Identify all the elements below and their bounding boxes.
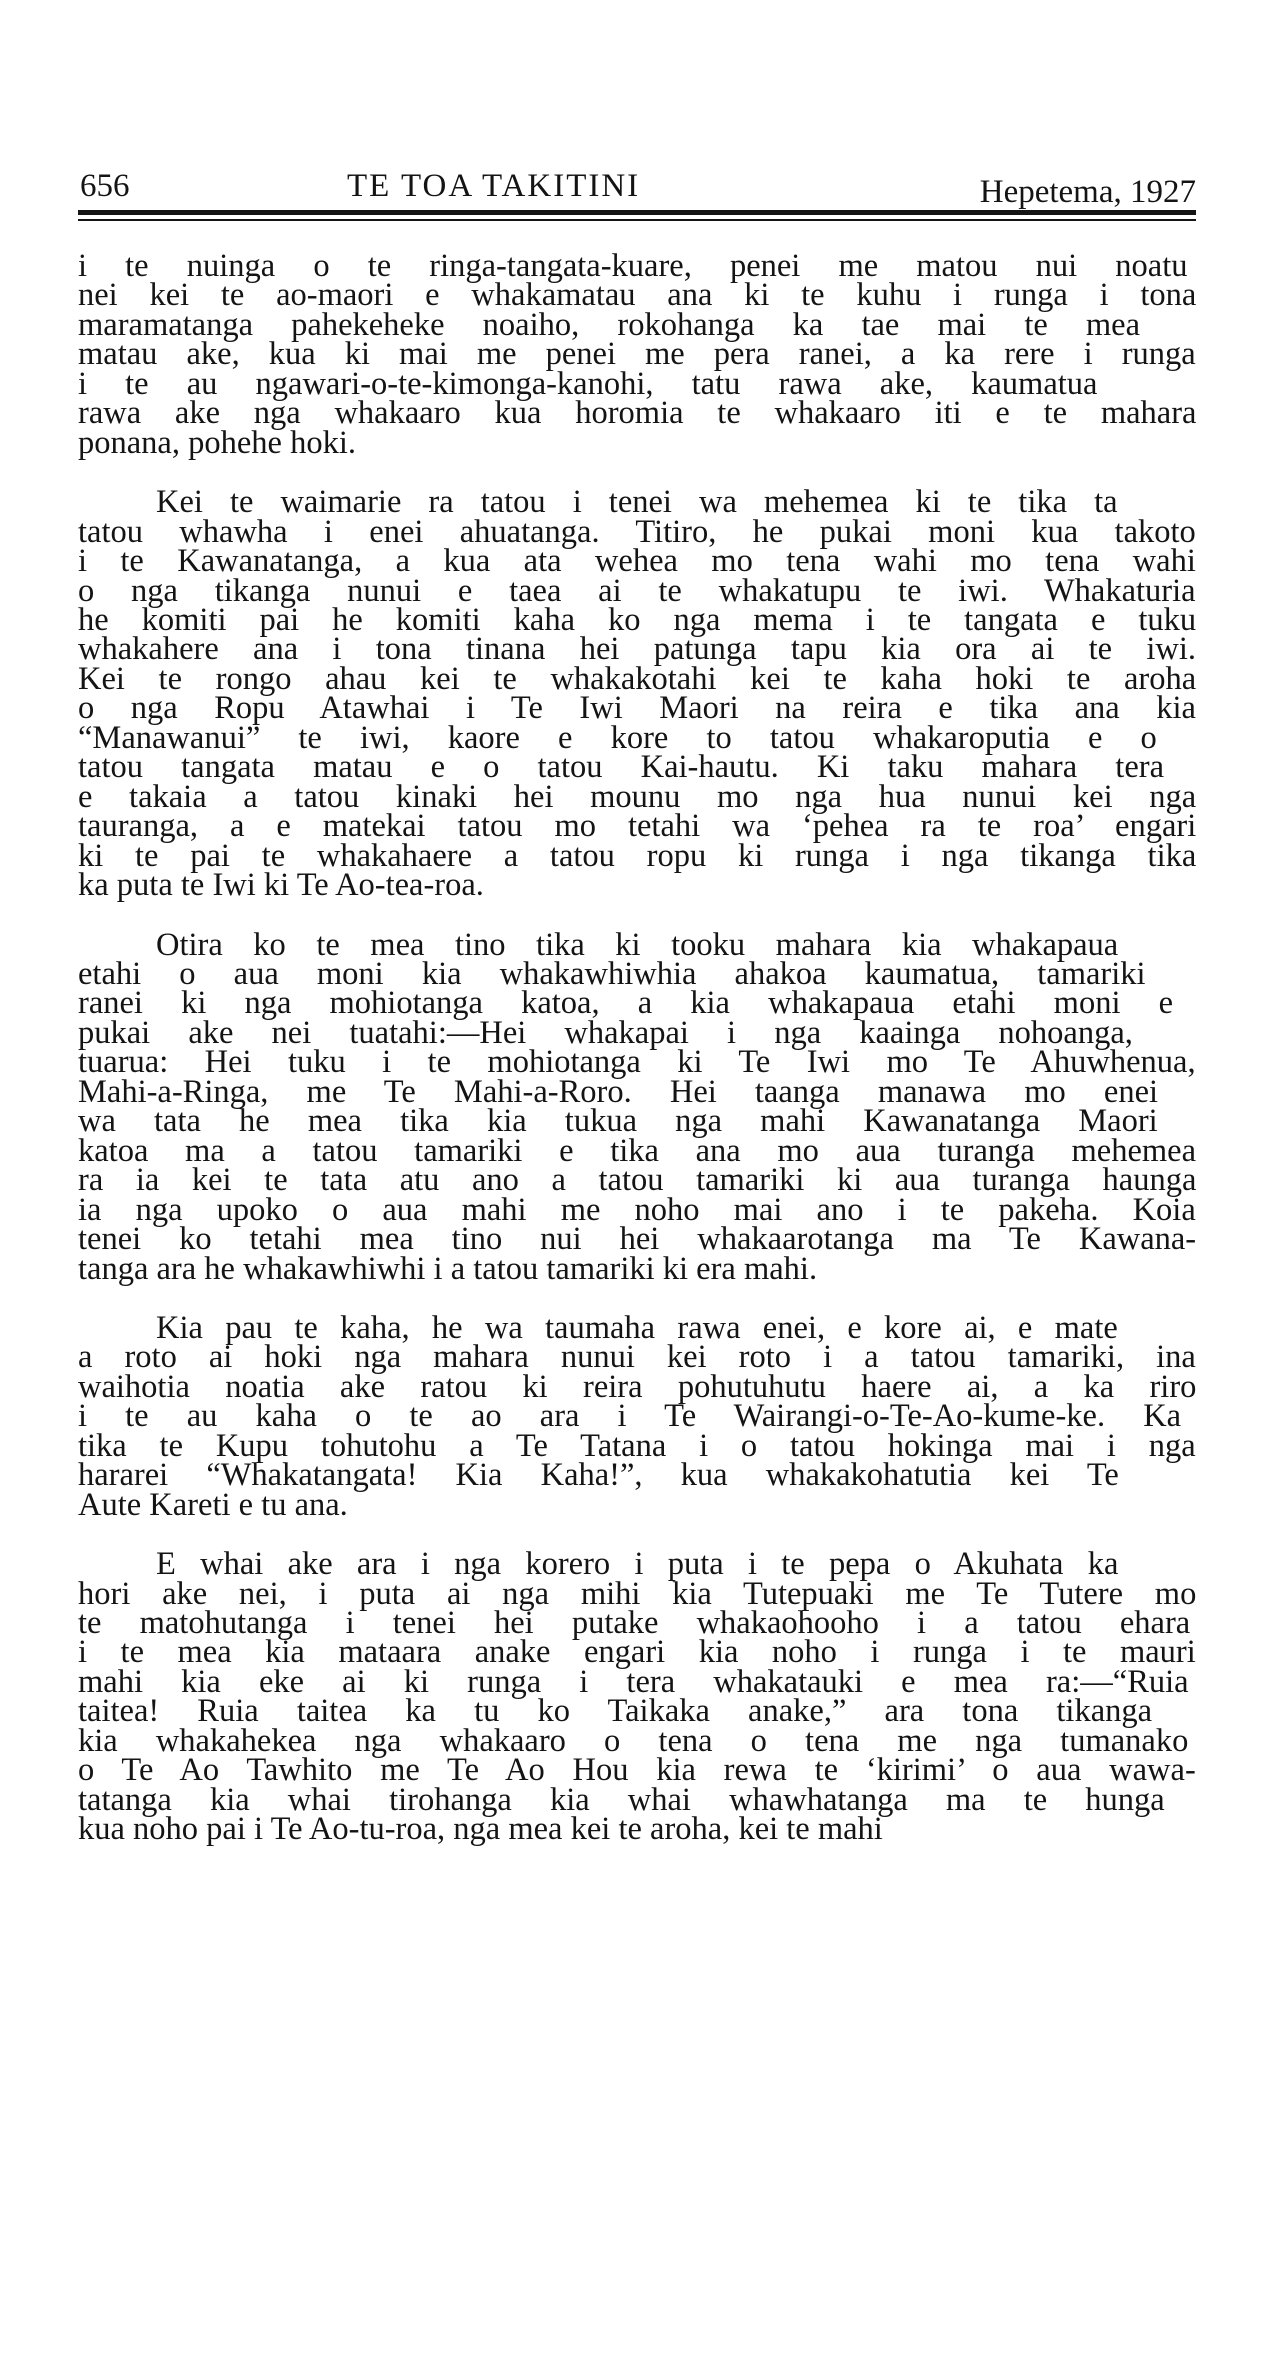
text-line: E whai ake ara i nga korero i puta i te pepa o Akuhata ka <box>156 1546 1119 1583</box>
text-line: Mahi-a-Ringa, me Te Mahi-a-Roro. Hei taanga manawa mo enei <box>78 1073 1159 1110</box>
text-line: Otira ko te mea tino tika ki tooku mahara kia whakapaua <box>156 926 1119 963</box>
text-line: tenei ko tetahi mea tino nui hei whakaarotanga ma Te Kawana- <box>78 1221 1197 1258</box>
text-line: tatou whawha i enei ahuatanga. Titiro, he pukai moni kua takoto <box>78 513 1196 550</box>
text-line: tuarua: Hei tuku i te mohiotanga ki Te Iwi mo Te Ahuwhenua, <box>78 1044 1196 1081</box>
text-line: Aute Kareti e tu ana. <box>78 1486 348 1523</box>
text-line: whakahere ana i tona tinana hei patunga tapu kia ora ai te iwi. <box>78 631 1197 668</box>
text-line: maramatanga pahekeheke noaiho, rokohanga ka tae mai te mea <box>78 306 1141 343</box>
text-line: tatanga kia whai tirohanga kia whai whawhatanga ma te hunga <box>78 1781 1165 1818</box>
text-line: hararei “Whakatangata! Kia Kaha!”, kua whakakohatutia kei Te <box>78 1457 1119 1494</box>
text-line: nei kei te ao-maori e whakamatau ana ki te kuhu i runga i tona <box>78 277 1197 314</box>
text-line: o Te Ao Tawhito me Te Ao Hou kia rewa te ‘kirimi’ o aua wawa- <box>78 1752 1196 1789</box>
text-line: te matohutanga i tenei hei putake whakaohooho i a tatou ehara <box>78 1605 1191 1642</box>
text-line: ka puta te Iwi ki Te Ao-tea-roa. <box>78 867 484 904</box>
text-line: ki te pai te whakahaere a tatou ropu ki runga i nga tikanga tika <box>78 837 1197 874</box>
paragraph <box>78 1309 1197 1523</box>
text-line: e takaia a tatou kinaki hei mounu mo nga hua nunui kei nga <box>78 778 1197 815</box>
text-line: Kei te rongo ahau kei te whakakotahi kei te kaha hoki te aroha <box>78 660 1197 697</box>
running-title: TE TOA TAKITINI <box>347 168 641 204</box>
text-line: hori ake nei, i puta ai nga mihi kia Tutepuaki me Te Tutere mo <box>78 1575 1197 1612</box>
paragraph <box>78 484 1197 904</box>
text-line: ra ia kei te tata atu ano a tatou tamariki ki aua turanga haunga <box>78 1162 1197 1199</box>
text-line: i te mea kia mataara anake engari kia noho i runga i te mauri <box>78 1634 1196 1671</box>
text-line: matau ake, kua ki mai me penei me pera ranei, a ka rere i runga <box>78 336 1196 373</box>
text-line: wa tata he mea tika kia tukua nga mahi Kawanatanga Maori <box>78 1103 1158 1140</box>
text-line: o nga tikanga nunui e taea ai te whakatupu te iwi. Whakaturia <box>78 572 1196 609</box>
issue-date: Hepetema, 1927 <box>979 174 1196 210</box>
text-line: Kei te waimarie ra tatou i tenei wa mehemea ki te tika ta <box>156 484 1118 521</box>
text-line: ia nga upoko o aua mahi me noho mai ano i te pakeha. Koia <box>78 1191 1196 1228</box>
paragraph <box>78 1546 1197 1848</box>
text-line: “Manawanui” te iwi, kaore e kore to tatou whakaroputia e o <box>78 719 1157 756</box>
text-line: rawa ake nga whakaaro kua horomia te whakaaro iti e te mahara <box>78 395 1197 432</box>
text-line: tauranga, a e matekai tatou mo tetahi wa ‘pehea ra te roa’ engari <box>78 808 1197 845</box>
paragraph <box>78 248 1197 461</box>
text-line: taitea! Ruia taitea ka tu ko Taikaka anake,” ara tona tikanga <box>78 1693 1153 1730</box>
text-line: o nga Ropu Atawhai i Te Iwi Maori na reira e tika ana kia <box>78 690 1196 727</box>
text-line: Kia pau te kaha, he wa taumaha rawa enei, e kore ai, e mate <box>156 1309 1118 1346</box>
text-line: i te Kawanatanga, a kua ata wehea mo tena wahi mo tena wahi <box>78 543 1196 580</box>
text-line: tatou tangata matau e o tatou Kai-hautu. Ki taku mahara tera <box>78 749 1164 786</box>
text-line: he komiti pai he komiti kaha ko nga mema i te tangata e tuku <box>78 601 1197 638</box>
text-line: a roto ai hoki nga mahara nunui kei roto i a tatou tamariki, ina <box>78 1339 1196 1376</box>
page-header <box>72 164 1200 208</box>
text-line: i te nuinga o te ringa-tangata-kuare, penei me matou nui noatu <box>78 248 1188 284</box>
header-rule-thick <box>78 210 1196 215</box>
paragraph <box>78 926 1197 1287</box>
text-line: i te au ngawari-o-te-kimonga-kanohi, tatu rawa ake, kaumatua <box>78 365 1098 402</box>
text-line: i te au kaha o te ao ara i Te Wairangi-o-Te-Ao-kume-ke. Ka <box>78 1398 1182 1435</box>
document-page <box>72 0 1200 2361</box>
text-line: etahi o aua moni kia whakawhiwhia ahakoa kaumatua, tamariki <box>78 955 1146 992</box>
page-number: 656 <box>80 168 130 204</box>
text-line: ponana, pohehe hoki. <box>78 424 356 461</box>
header-rule-thin <box>78 219 1196 221</box>
text-line: kia whakahekea nga whakaaro o tena o tena me nga tumanako <box>78 1722 1189 1759</box>
text-line: tika te Kupu tohutohu a Te Tatana i o tatou hokinga mai i nga <box>78 1427 1196 1464</box>
text-line: katoa ma a tatou tamariki e tika ana mo aua turanga mehemea <box>78 1132 1197 1169</box>
text-line: kua noho pai i Te Ao-tu-roa, nga mea kei te aroha, kei te mahi <box>78 1811 883 1848</box>
text-line: tanga ara he whakawhiwhi i a tatou tamariki ki era mahi. <box>78 1250 818 1287</box>
text-line: waihotia noatia ake ratou ki reira pohutuhutu haere ai, a ka riro <box>78 1368 1197 1405</box>
text-line: mahi kia eke ai ki runga i tera whakatauki e mea ra:—“Ruia <box>78 1663 1189 1700</box>
text-line: ranei ki nga mohiotanga katoa, a kia whakapaua etahi moni e <box>78 985 1174 1022</box>
text-line: pukai ake nei tuatahi:—Hei whakapai i nga kaainga nohoanga, <box>78 1014 1133 1051</box>
article-body <box>78 248 1197 1875</box>
